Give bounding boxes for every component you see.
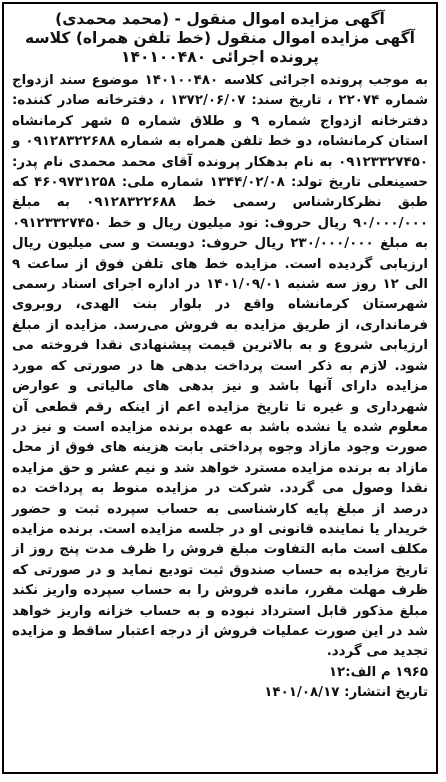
notice-body [12, 71, 428, 663]
notice-title-line-3: پرونده اجرائی ۱۴۰۱۰۰۴۸۰ [121, 48, 319, 66]
notice-title-line-2: آگهی مزایده اموال منقول (خط تلفن همراه) کلاسه [25, 29, 415, 47]
notice-publish-date: تاریخ انتشار: ۱۴۰۱/۰۸/۱۷ [264, 685, 428, 701]
notice-body-paragraph: به موجب پرونده اجرائی کلاسه ۱۴۰۱۰۰۴۸۰ موضوع سند ازدواج شماره ۲۲۰۷۴ ، تاریخ سند: ۱۳۷۲/۰۶/۰۷ ، دفترخانه صادر کننده: دفترخانه ازدواج شماره ۹ و طلاق شماره ۵ شهر کرمانشاه استان کرمانشاه، دو خط تلفن همراه به شماره ۰۹۱۲۸۳۲۲۶۸۸ و ۰۹۱۲۳۳۲۷۴۵۰ به نام بدهکار پرونده آقای محمد محمدی نام پدر: حسینعلی تاریخ تولد: ۱۳۴۴/۰۲/۰۸ شماره ملی: ۴۶۰۹۷۳۱۲۵۸ که طبق نظرکارشناس رسمی خط ۰۹۱۲۸۳۲۲۶۸۸ به مبلغ ۹۰/۰۰۰/۰۰۰ ریال حروف: نود میلیون ریال و خط ۰۹۱۲۳۳۲۷۴۵۰ به مبلغ ۲۳۰/۰۰۰/۰۰۰ ریال حروف: دویست و سی میلیون ریال ارزیابی گردیده است. مزایده خط های تلفن فوق از ساعت ۹ الی ۱۲ روز سه شنبه ۱۴۰۱/۰۹/۰۱ در اداره اجرای اسناد رسمی شهرستان کرمانشاه واقع در بلوار بنت الهدی، روبروی فرمانداری، از طریق مزایده به فروش می‌رسد. مزایده از مبلغ ارزیابی شروع و به بالاترین قیمت پیشنهادی نقدا فروخته می شود. لازم به ذکر است پرداخت بدهی ها در صورتی که مورد مزایده دارای آنها باشد و نیز بدهی های مالیاتی و عوارض شهرداری و غیره تا تاریخ مزایده اعم از اینکه رقم قطعی آن معلوم شده یا نشده باشد به عهده برنده مزایده است و نیز در صورت وجود مازاد وجوه پرداختی بابت هزینه های فوق از محل مازاد به برنده مزایده مسترد خواهد شد و نیم عشر و حق مزایده نقدا وصول می گردد. شرکت در مزایده منوط به پرداخت ده درصد از مبلغ پایه کارشناسی به حساب سپرده ثبت و حضور خریدار یا نماینده قانونی او در جلسه مزایده است. برنده مزایده مکلف است مابه التفاوت مبلغ فروش را ظرف مدت پنج روز از تاریخ مزایده به حساب صندوق ثبت تودیع نماید و در صورتی که ظرف مهلت مقرر، مانده فروش را به حساب سپرده واریز نکند مبلغ مذکور قابل استرداد نبوده و به حساب خزانه واریز خواهد شد در این صورت عملیات فروش از درجه اعتبار ساقط و مزایده تجدید می گردد. [12, 73, 428, 660]
auction-notice [2, 2, 438, 774]
notice-title-line-1: آگهی مزایده اموال منقول - (محمد محمدی) [55, 10, 385, 28]
notice-reference-code: ۱۹۶۵ م الف:۱۲ [328, 664, 428, 680]
